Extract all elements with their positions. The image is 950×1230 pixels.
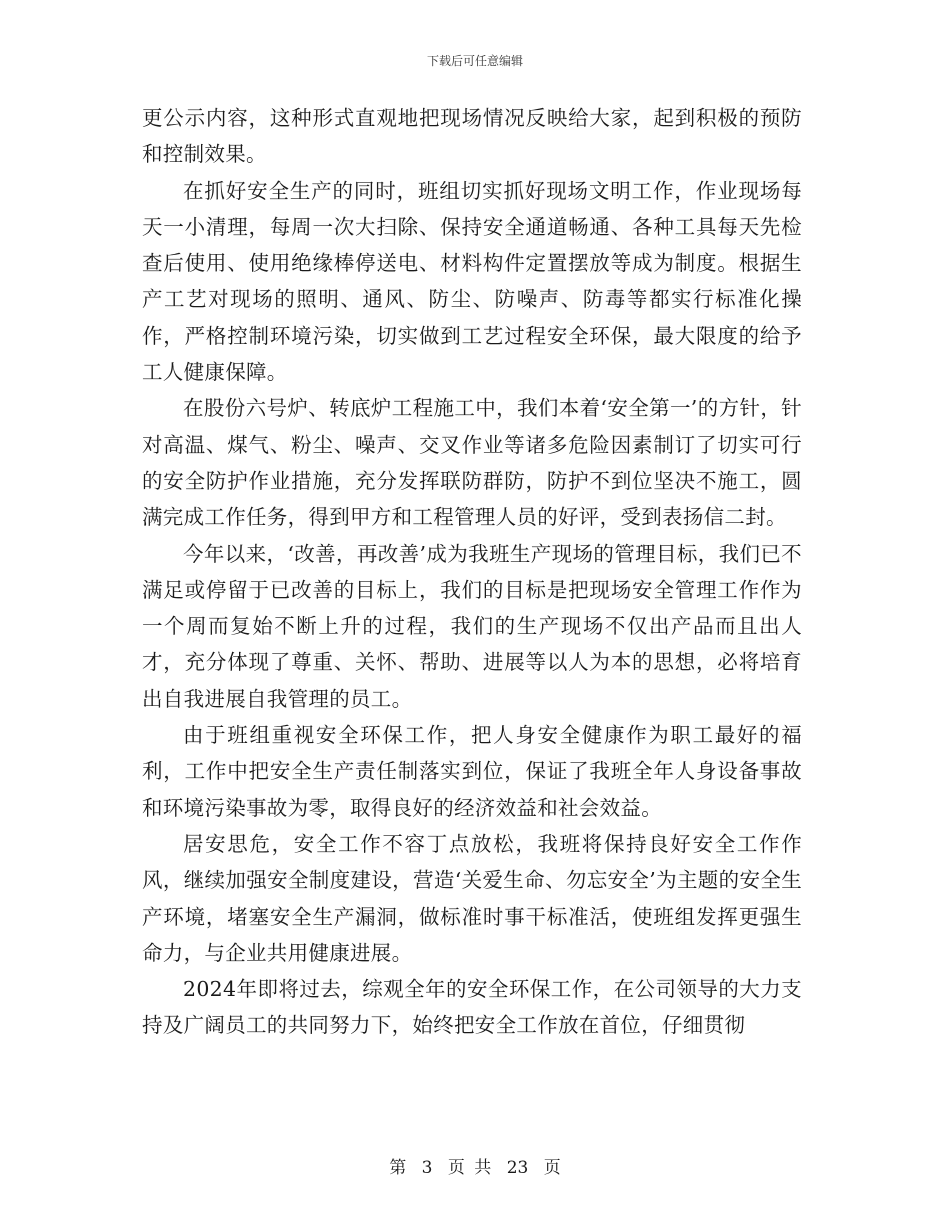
paragraph-4: 今年以来，‘改善，再改善’成为我班生产现场的管理目标，我们已不满足或停留于已改善的目标上，我们的目标是把现场安全管理工作作为一个周而复始不断上升的过程，我们的生产现场不仅出产品而且出人才，充分体现了尊重、关怀、帮助、进展等以人为本的思想，必将培育出自我进展自我管理的员工。 [142, 541, 802, 711]
paragraph-5: 由于班组重视安全环保工作，把人身安全健康作为职工最好的福利，工作中把安全生产责任制落实到位，保证了我班全年人身设备事故和环境污染事故为零，取得良好的经济效益和社会效益。 [142, 723, 802, 820]
paragraph-6: 居安思危，安全工作不容丁点放松，我班将保持良好安全工作作风，继续加强安全制度建设，营造‘关爱生命、勿忘安全’为主题的安全生产环境，堵塞安全生产漏洞，做标准时事干标准活，使班组发挥更强生命力，与企业共用健康进展。 [142, 831, 802, 965]
footer-middle: 页 共 [447, 1158, 492, 1178]
paragraph-7: 2024年即将过去，综观全年的安全环保工作，在公司领导的大力支持及广阔员工的共同努力下，始终把安全工作放在首位，仔细贯彻 [142, 977, 802, 1038]
total-page-count: 23 [506, 1158, 529, 1178]
document-body [142, 100, 802, 1044]
page-header-note: 下载后可任意编辑 [426, 54, 523, 68]
current-page-number: 3 [421, 1158, 433, 1178]
paragraph-1: 更公示内容，这种形式直观地把现场情况反映给大家，起到积极的预防和控制效果。 [142, 106, 802, 167]
footer-suffix: 页 [543, 1158, 561, 1178]
footer-prefix: 第 [389, 1158, 407, 1178]
page-number-footer [0, 1153, 950, 1178]
paragraph-2: 在抓好安全生产的同时，班组切实抓好现场文明工作，作业现场每天一小清理，每周一次大扫除、保持安全通道畅通、各种工具每天先检查后使用、使用绝缘棒停送电、材料构件定置摆放等成为制度。根据生产工艺对现场的照明、通风、防尘、防噪声、防毒等都实行标准化操作，严格控制环境污染，切实做到工艺过程安全环保，最大限度的给予工人健康保障。 [142, 178, 802, 385]
paragraph-3: 在股份六号炉、转底炉工程施工中，我们本着‘安全第一’的方针，针对高温、煤气、粉尘、噪声、交叉作业等诸多危险因素制订了切实可行的安全防护作业措施，充分发挥联防群防，防护不到位坚决不施工，圆满完成工作任务，得到甲方和工程管理人员的好评，受到表扬信二封。 [142, 396, 802, 530]
